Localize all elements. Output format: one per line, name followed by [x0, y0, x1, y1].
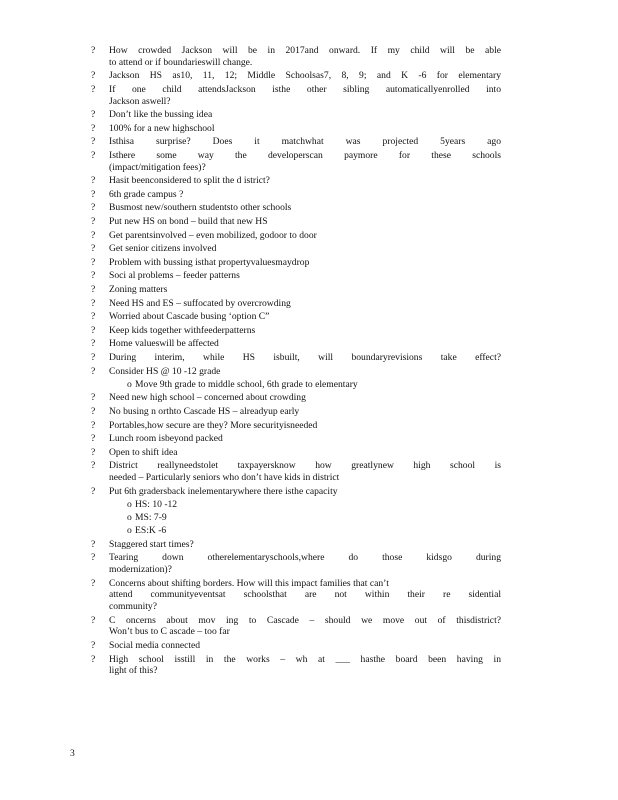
- bullet-icon: ?: [91, 70, 96, 82]
- text-line: Tearing down otherelementaryschools,where do those kidsgo during: [109, 552, 501, 564]
- list-item: [91, 136, 501, 148]
- bullet-icon: ?: [91, 460, 96, 472]
- list-item-text: [109, 654, 501, 677]
- list-item: [91, 615, 501, 638]
- list-item: [91, 84, 501, 107]
- sub-item-text: HS: 10 -12: [135, 498, 178, 510]
- bullet-icon: ?: [91, 614, 96, 626]
- bullet-icon: ?: [91, 485, 96, 497]
- bullet-icon: ?: [91, 216, 96, 228]
- list-item: [91, 230, 501, 242]
- bullet-icon: ?: [91, 653, 96, 665]
- text-line: light of this?: [109, 665, 158, 677]
- list-item-text: [109, 230, 501, 242]
- list-item-text: [109, 284, 501, 296]
- list-item: [91, 352, 501, 364]
- bullet-icon: ?: [91, 577, 96, 589]
- list-item-text: [109, 216, 501, 228]
- list-item-text: [109, 366, 501, 391]
- text-line: Portables,how secure are they? More securityisneeded: [109, 419, 318, 431]
- bullet-icon: ?: [91, 175, 96, 187]
- text-line: to attend or if boundarieswill change.: [109, 56, 253, 68]
- text-line: 100% for a new highschool: [109, 122, 215, 134]
- text-line: Lunch room isbeyond packed: [109, 433, 223, 445]
- list-item-text: [109, 552, 501, 575]
- list-item-text: [109, 84, 501, 107]
- list-item-text: [109, 539, 501, 551]
- list-item-text: [109, 270, 501, 282]
- list-item: [91, 486, 501, 537]
- notes-list: [91, 45, 501, 679]
- text-line: High school isstill in the works – wh at ___ hasthe board been having in: [109, 653, 501, 665]
- list-item-text: [109, 109, 501, 121]
- sub-list-item: [127, 512, 501, 524]
- hollow-bullet-icon: o: [127, 498, 132, 510]
- text-line: Worried about Cascade busing ‘option C”: [109, 311, 270, 323]
- list-item-text: [109, 123, 501, 135]
- hollow-bullet-icon: o: [127, 378, 132, 390]
- bullet-icon: ?: [91, 243, 96, 255]
- list-item: [91, 284, 501, 296]
- bullet-icon: ?: [91, 149, 96, 161]
- list-item: [91, 406, 501, 418]
- list-item-text: [109, 460, 501, 483]
- list-item: [91, 460, 501, 483]
- list-item-text: [109, 175, 501, 187]
- list-item-text: [109, 578, 501, 613]
- list-item: [91, 216, 501, 228]
- list-item: [91, 325, 501, 337]
- list-item: [91, 338, 501, 350]
- list-item-text: [109, 338, 501, 350]
- text-line: Won’t bus to C ascade – too far: [109, 626, 230, 638]
- text-line: Need HS and ES – suffocated by overcrowding: [109, 297, 291, 309]
- bullet-icon: ?: [91, 405, 96, 417]
- bullet-icon: ?: [91, 538, 96, 550]
- text-line: Soci al problems – feeder patterns: [109, 270, 240, 282]
- text-line: Home valueswill be affected: [109, 338, 219, 350]
- list-item-text: [109, 392, 501, 404]
- list-item-text: [109, 202, 501, 214]
- bullet-icon: ?: [91, 552, 96, 564]
- list-item-text: [109, 433, 501, 445]
- hollow-bullet-icon: o: [127, 525, 132, 537]
- list-item-text: [109, 420, 501, 432]
- bullet-icon: ?: [91, 297, 96, 309]
- bullet-icon: ?: [91, 351, 96, 363]
- page-number: 3: [70, 748, 75, 759]
- bullet-icon: ?: [91, 83, 96, 95]
- list-item: [91, 175, 501, 187]
- sub-list-item: [127, 525, 501, 537]
- text-line: Open to shift idea: [109, 446, 178, 458]
- bullet-icon: ?: [91, 284, 96, 296]
- list-item-text: [109, 136, 501, 148]
- list-item-text: [109, 615, 501, 638]
- text-line: Get parentsinvolved – even mobilized, godoor to door: [109, 229, 317, 241]
- list-item: [91, 420, 501, 432]
- text-line: (impact/mitigation fees)?: [109, 161, 206, 173]
- sub-item-text: MS: 7-9: [135, 512, 167, 524]
- text-line: Don’t like the bussing idea: [109, 109, 213, 121]
- list-item-text: [109, 352, 501, 364]
- text-line: Problem with bussing isthat propertyvaluesmaydrop: [109, 256, 310, 268]
- list-item: [91, 539, 501, 551]
- text-line: Need new high school – concerned about crowding: [109, 392, 306, 404]
- list-item: [91, 654, 501, 677]
- text-line: modernization)?: [109, 564, 172, 576]
- bullet-icon: ?: [91, 188, 96, 200]
- text-line: attend communityeventsat schoolsthat are not within their re sidential: [109, 589, 501, 601]
- bullet-icon: ?: [91, 338, 96, 350]
- list-item-text: [109, 243, 501, 255]
- list-item: [91, 202, 501, 214]
- list-item: [91, 552, 501, 575]
- bullet-icon: ?: [91, 433, 96, 445]
- text-line: Consider HS @ 10 -12 grade: [109, 365, 221, 377]
- list-item-text: [109, 189, 501, 201]
- bullet-icon: ?: [91, 392, 96, 404]
- list-item: [91, 311, 501, 323]
- text-line: Put 6th gradersback inelementarywhere there isthe capacity: [109, 485, 338, 497]
- text-line: During interim, while HS isbuilt, will boundaryrevisions take effect?: [109, 351, 501, 363]
- sub-list-item: [127, 379, 501, 391]
- list-item: [91, 109, 501, 121]
- list-item: [91, 392, 501, 404]
- text-line: Isthere some way the developerscan paymore for these schools: [109, 149, 501, 161]
- text-line: Keep kids together withfeederpatterns: [109, 324, 256, 336]
- bullet-icon: ?: [91, 229, 96, 241]
- list-item: [91, 243, 501, 255]
- text-line: Put new HS on bond – build that new HS: [109, 216, 268, 228]
- list-item-text: [109, 486, 501, 537]
- bullet-icon: ?: [91, 446, 96, 458]
- bullet-icon: ?: [91, 324, 96, 336]
- text-line: Social media connected: [109, 640, 201, 652]
- bullet-icon: ?: [91, 109, 96, 121]
- text-line: How crowded Jackson will be in 2017and onward. If my child will be able: [109, 45, 501, 56]
- bullet-icon: ?: [91, 45, 96, 56]
- text-line: Hasit beenconsidered to split the d istrict?: [109, 175, 270, 187]
- bullet-icon: ?: [91, 136, 96, 148]
- text-line: 6th grade campus ?: [109, 188, 184, 200]
- text-line: District reallyneedstolet taxpayersknow how greatlynew high school is: [109, 460, 501, 472]
- text-line: C oncerns about mov ing to Cascade – should we move out of thisdistrict?: [109, 614, 501, 626]
- list-item: [91, 433, 501, 445]
- list-item-text: [109, 640, 501, 652]
- text-line: community?: [109, 601, 157, 613]
- list-item: [91, 366, 501, 391]
- bullet-icon: ?: [91, 419, 96, 431]
- bullet-icon: ?: [91, 270, 96, 282]
- text-line: Busmost new/southern studentsto other schools: [109, 202, 292, 214]
- list-item-text: [109, 325, 501, 337]
- list-item: [91, 447, 501, 459]
- text-line: Jackson HS as10, 11, 12; Middle Schoolsas7, 8, 9; and K -6 for elementary: [109, 70, 501, 82]
- list-item-text: [109, 70, 501, 82]
- hollow-bullet-icon: o: [127, 512, 132, 524]
- list-item-text: [109, 447, 501, 459]
- list-item: [91, 123, 501, 135]
- sub-list-item: [127, 499, 501, 511]
- text-line: If one child attendsJackson isthe other sibling automaticallyenrolled into: [109, 83, 501, 95]
- list-item: [91, 640, 501, 652]
- text-line: No busing n orthto Cascade HS – alreadyup early: [109, 405, 300, 417]
- list-item: [91, 298, 501, 310]
- text-line: Isthisa surprise? Does it matchwhat was projected 5years ago: [109, 136, 501, 148]
- text-line: Zoning matters: [109, 284, 168, 296]
- text-line: Staggered start times?: [109, 538, 194, 550]
- list-item-text: [109, 150, 501, 173]
- list-item: [91, 45, 501, 68]
- bullet-icon: ?: [91, 202, 96, 214]
- bullet-icon: ?: [91, 311, 96, 323]
- text-line: Jackson aswell?: [109, 95, 171, 107]
- text-line: needed – Particularly seniors who don’t have kids in district: [109, 472, 340, 484]
- list-item: [91, 150, 501, 173]
- list-item-text: [109, 406, 501, 418]
- bullet-icon: ?: [91, 122, 96, 134]
- sub-item-text: Move 9th grade to middle school, 6th grade to elementary: [135, 378, 358, 390]
- list-item: [91, 578, 501, 613]
- list-item-text: [109, 311, 501, 323]
- list-item: [91, 70, 501, 82]
- list-item-text: [109, 45, 501, 68]
- bullet-icon: ?: [91, 256, 96, 268]
- bullet-icon: ?: [91, 365, 96, 377]
- list-item-text: [109, 257, 501, 269]
- list-item: [91, 270, 501, 282]
- text-line: Concerns about shifting borders. How will this impact families that can’t: [109, 577, 389, 589]
- text-line: Get senior citizens involved: [109, 243, 217, 255]
- list-item: [91, 257, 501, 269]
- bullet-icon: ?: [91, 640, 96, 652]
- list-item: [91, 189, 501, 201]
- sub-item-text: ES:K -6: [135, 525, 167, 537]
- list-item-text: [109, 298, 501, 310]
